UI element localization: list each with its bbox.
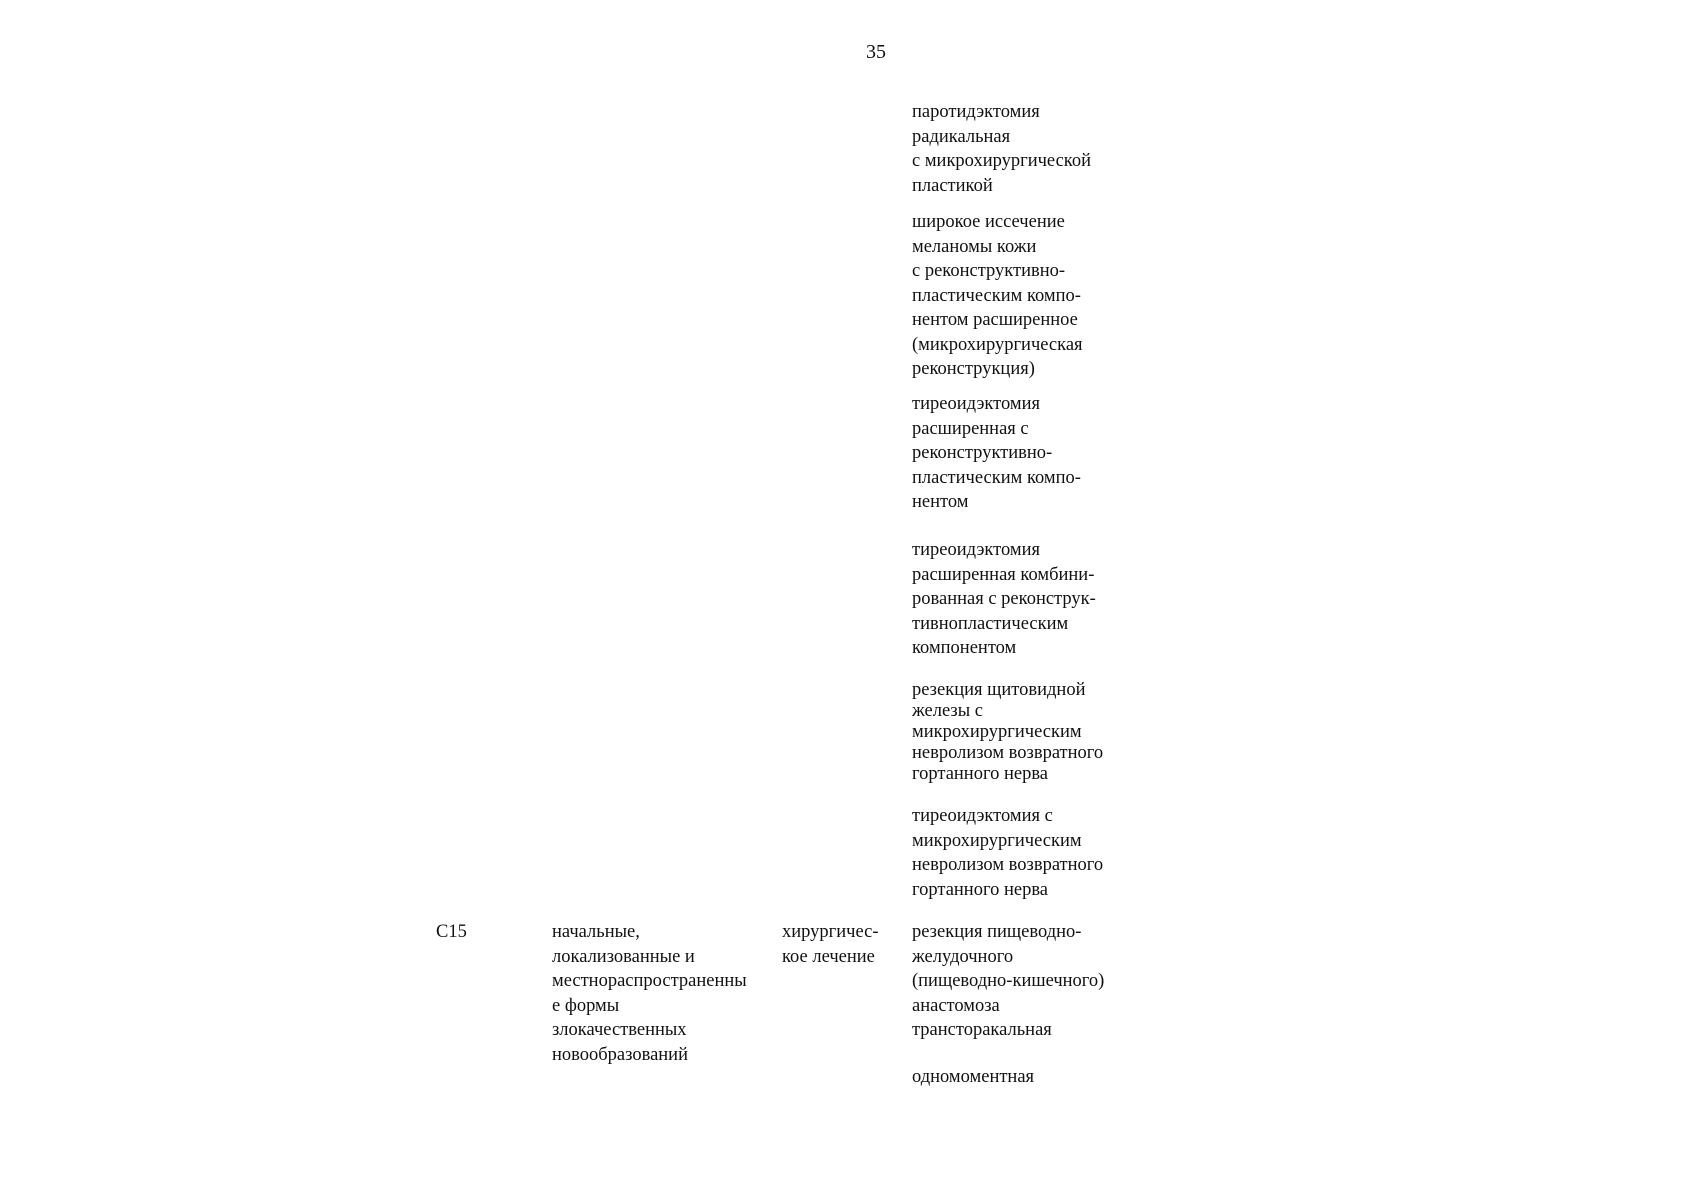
procedure-thyroidectomy-extended: тиреоидэктомия расширенная с реконструктивно- пластическим компо- нентом — [912, 394, 1081, 512]
treatment-type: хирургичес- кое лечение — [782, 922, 879, 967]
page-number: 35 — [866, 41, 886, 63]
procedure-melanoma-excision: широкое иссечение меланомы кожи с реконструктивно- пластическим компо- нентом расширенное (микрохирургическая реконструкция) — [912, 212, 1083, 379]
procedure-thyroidectomy-combined: тиреоидэктомия расширенная комбини- рованная с реконструк- тивнопластическим компонентом — [912, 540, 1096, 658]
procedure-parotidectomy: паротидэктомия радикальная с микрохирургической пластикой — [912, 102, 1092, 196]
procedure-thyroid-resection: резекция щитовидной железы с микрохирургическим невролизом возвратного гортанного нерва — [912, 680, 1104, 784]
procedure-anastomosis-resection: резекция пищеводно- желудочного (пищеводно-кишечного) анастомоза трансторакальная — [912, 922, 1105, 1040]
diagnosis-text: начальные, локализованные и местнораспространенны е формы злокачественных новообразований — [552, 922, 747, 1065]
procedure-thyroidectomy-neurolysis: тиреоидэктомия с микрохирургическим невролизом возвратного гортанного нерва — [912, 806, 1104, 900]
procedure-one-stage: одномоментная — [912, 1067, 1035, 1087]
icd-code: С15 — [436, 922, 467, 942]
